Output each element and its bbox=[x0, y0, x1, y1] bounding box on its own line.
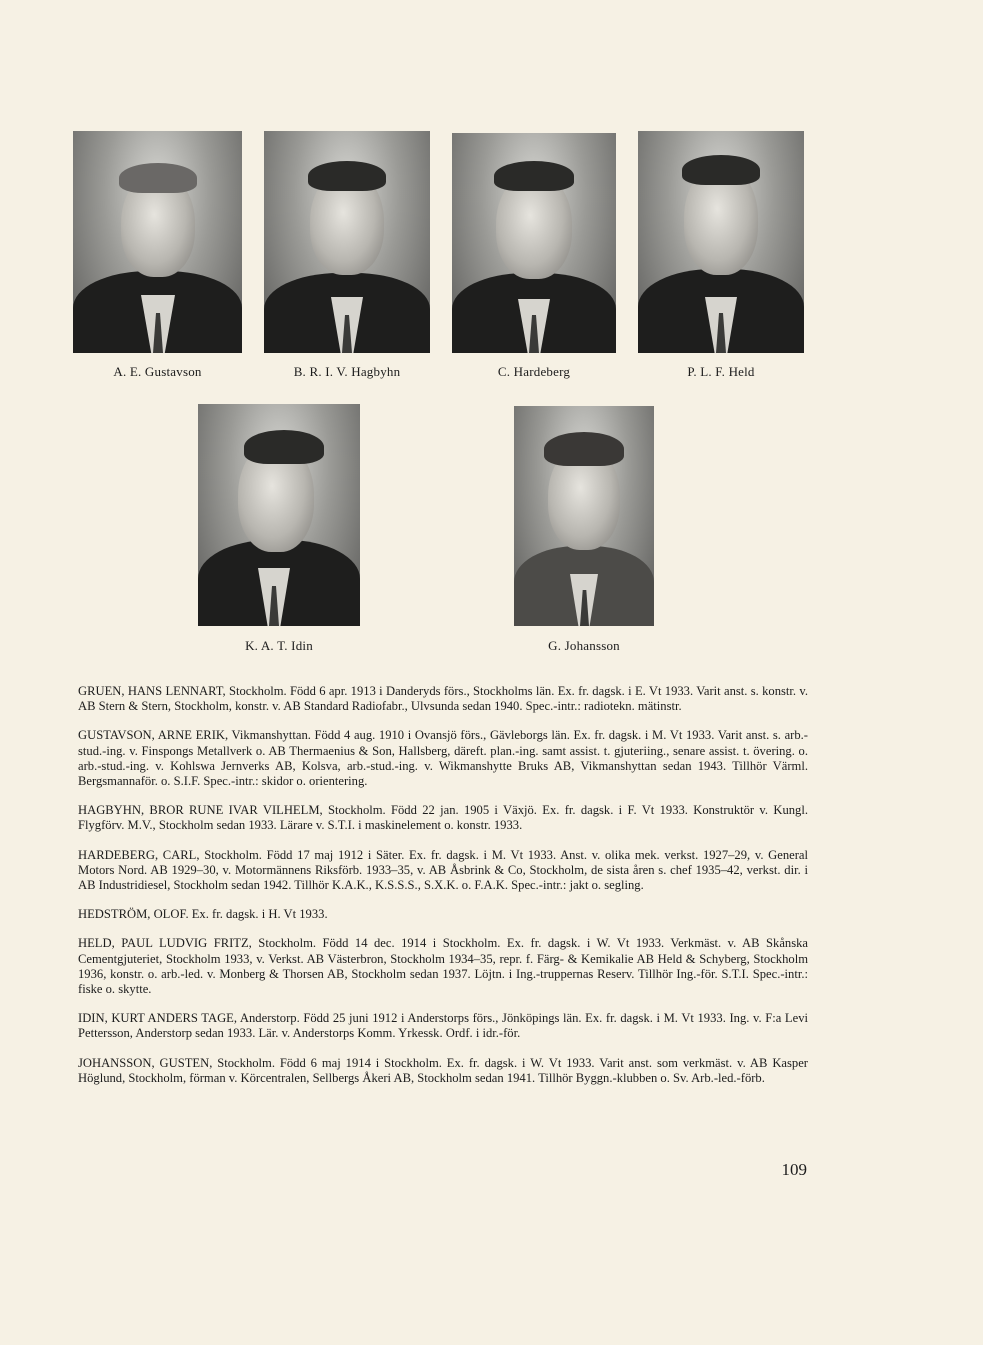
biography-entry: HARDEBERG, CARL, Stockholm. Född 17 maj 1912 i Säter. Ex. fr. dagsk. i M. Vt 1933. Anst. v. olika mek. verkst. 1927–29, v. General Motors Nord. AB 1929–30, v. Motormännens Riksförb. 1933–35, v. AB Åsbrink & Co, Stockholm, de sista åren s. chef 1935–42, verkst. dir. i AB Industridiesel, Stockholm sedan 1942. Tillhör K.A.K., K.S.S.S., S.X.K. o. F.A.K. Spec.-intr.: jakt o. segling. bbox=[78, 847, 808, 893]
biography-entry: GUSTAVSON, ARNE ERIK, Vikmanshyttan. Född 4 aug. 1910 i Ovansjö förs., Gävleborgs län. Ex. fr. dagsk. i M. Vt 1933. Varit anst. s. arb.-stud.-ing. v. Finspongs Metallverk o. AB Thermaenius & Son, Hallsberg, däreft. plan.-ing. samt assist. t. gjuteriing., senare assist. t. övering. o. arb.-stud.-ing. v. Kohlswa Jernverks AB, Kolsva, arb.-stud.-ing. v. Wikmanshytte Bruks AB, Vikmanshyttan sedan 1943. Tillhör Värml. Bergsmannaför. o. S.I.F. Spec.-intr.: skidor o. orientering. bbox=[78, 728, 808, 789]
biography-entry: IDIN, KURT ANDERS TAGE, Anderstorp. Född 25 juni 1912 i Anderstorps förs., Jönköpings län. Ex. fr. dagsk. i M. Vt 1933. Ing. v. F:a Levi Pettersson, Anderstorp sedan 1933. Lär. v. Anderstorps Komm. Yrkessk. Ordf. i idr.-för. bbox=[78, 1011, 808, 1041]
portrait-photo-hardeberg bbox=[452, 133, 616, 353]
portrait-photo-idin bbox=[198, 404, 360, 626]
portrait-caption: G. Johansson bbox=[548, 638, 620, 653]
portrait-caption: K. A. T. Idin bbox=[245, 638, 313, 653]
portrait-caption: P. L. F. Held bbox=[687, 364, 755, 379]
biography-entry: HEDSTRÖM, OLOF. Ex. fr. dagsk. i H. Vt 1933. bbox=[78, 907, 328, 922]
biography-entry: GRUEN, HANS LENNART, Stockholm. Född 6 apr. 1913 i Danderyds förs., Stockholms län. Ex. fr. dagsk. i E. Vt 1933. Varit anst. s. konstr. v. AB Stern & Stern, Stockholm, konstr. v. AB Standard Radiofabr., Ulvsunda sedan 1940. Spec.-intr.: radiotekn. mätinstr. bbox=[78, 684, 808, 714]
biography-entry: JOHANSSON, GUSTEN, Stockholm. Född 6 maj 1914 i Stockholm. Ex. fr. dagsk. i W. Vt 1933. Varit anst. som verkmäst. v. AB Kasper Höglund, Stockholm, förman v. Körcentralen, Sellbergs Åkeri AB, Stockholm sedan 1941. Tillhör Byggn.-klubben o. Sv. Arb.-led.-förb. bbox=[78, 1055, 808, 1085]
portrait-caption: A. E. Gustavson bbox=[113, 364, 202, 379]
portrait-caption: C. Hardeberg bbox=[497, 364, 571, 379]
portrait-photo-held bbox=[638, 131, 804, 353]
portrait-photo-gustavson bbox=[73, 131, 242, 353]
portrait-caption: B. R. I. V. Hagbyhn bbox=[293, 364, 401, 379]
portrait-photo-johansson bbox=[514, 406, 654, 626]
portrait-photo-hagbyhn bbox=[264, 131, 430, 353]
biography-entry: HELD, PAUL LUDVIG FRITZ, Stockholm. Född 14 dec. 1914 i Stockholm. Ex. fr. dagsk. i W. Vt 1933. Verkmäst. v. AB Skånska Cementgjuteriet, Stockholm 1933, v. Verkst. AB Västerbron, Stockholm 1934–35, repr. f. Färg- & Kemikalie AB Held & Schyberg, Stockholm 1936, konstr. o. arb.-led. v. Monberg & Thorsen AB, Stockholm sedan 1937. Löjtn. i Ing.-truppernas Reserv. Tillhör Ing.-för. S.T.I. Spec.-intr.: fiske o. skytte. bbox=[78, 936, 808, 997]
biography-entries bbox=[78, 684, 808, 1100]
biography-entry: HAGBYHN, BROR RUNE IVAR VILHELM, Stockholm. Född 22 jan. 1905 i Växjö. Ex. fr. dagsk. i F. Vt 1933. Konstruktör v. Kungl. Flygförv. M.V., Stockholm sedan 1933. Lärare v. S.T.I. i maskinelement o. konstr. 1933. bbox=[78, 803, 808, 833]
page-number: 109 bbox=[781, 1160, 807, 1179]
